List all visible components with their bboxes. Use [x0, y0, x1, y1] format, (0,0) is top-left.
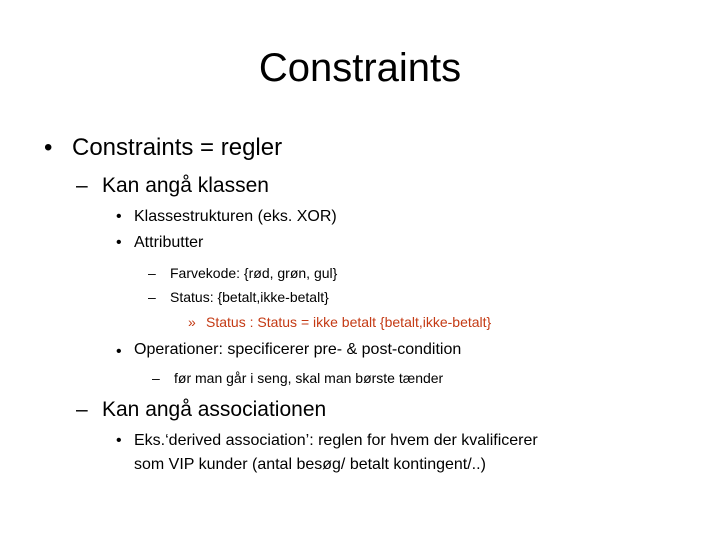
bullet-constraints-regler: Constraints = regler: [72, 134, 283, 161]
bullet-status: Status: {betalt,ikke-betalt}: [170, 289, 329, 305]
bullet-quote: »: [188, 314, 196, 330]
bullet-dot: •: [116, 208, 122, 225]
bullet-dash: –: [148, 289, 156, 305]
bullet-dot: •: [116, 432, 122, 449]
slide-title: Constraints: [258, 46, 462, 90]
bullet-dot: •: [116, 234, 122, 251]
bullet-operationer: Operationer: specificerer pre- & post-condition: [134, 341, 462, 358]
bullet-attributter: Attributter: [134, 234, 204, 251]
bullet-klassestrukturen: Klassestrukturen (eks. XOR): [134, 208, 337, 225]
bullet-kan-anga-associationen: Kan angå associationen: [102, 398, 327, 421]
bullet-dash: –: [76, 174, 88, 197]
bullet-status-rule: Status : Status = ikke betalt {betalt,ikke-betalt}: [206, 314, 492, 330]
bullet-eks-derived-association-cont: som VIP kunder (antal besøg/ betalt kontingent/..): [134, 456, 486, 473]
bullet-kan-anga-klassen: Kan angå klassen: [102, 174, 269, 197]
bullet-dot: •: [116, 343, 122, 360]
bullet-dot: •: [44, 134, 53, 161]
bullet-eks-derived-association: Eks.‘derived association’: reglen for hvem der kvalificerer: [134, 432, 538, 449]
bullet-dash: –: [76, 398, 88, 421]
bullet-farvekode: Farvekode: {rød, grøn, gul}: [170, 265, 338, 281]
bullet-for-man-gar-i-seng: før man går i seng, skal man børste tænder: [174, 370, 444, 386]
bullet-dash: –: [148, 265, 156, 281]
bullet-dash: –: [152, 370, 160, 386]
